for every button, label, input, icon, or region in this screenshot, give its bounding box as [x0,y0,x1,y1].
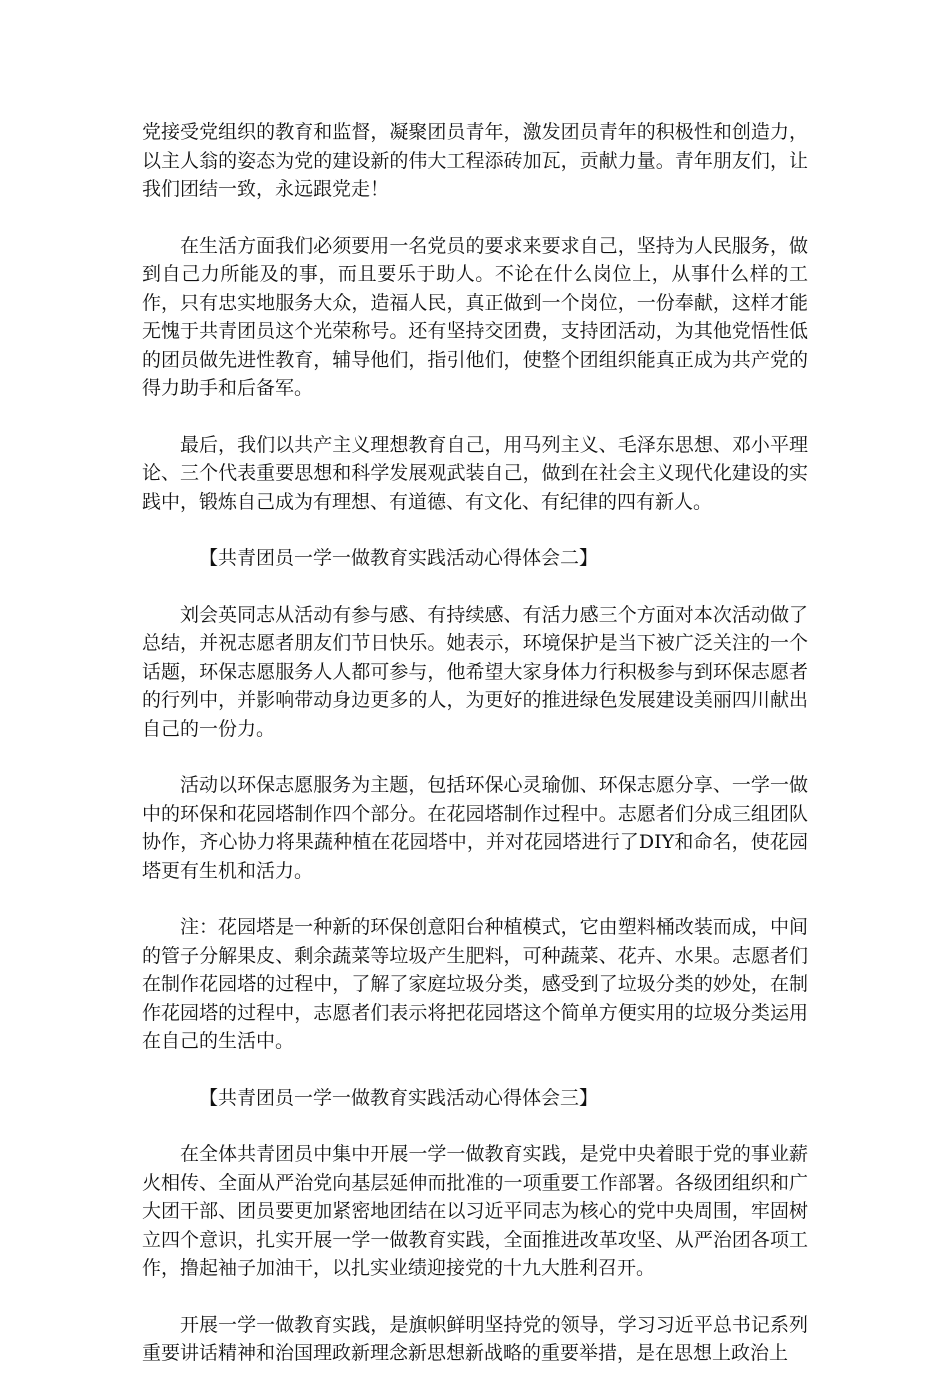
paragraph-2: 在生活方面我们必须要用一名党员的要求来要求自己，坚持为人民服务，做到自己力所能及的事，而且要乐于助人。不论在什么岗位上，从事什么样的工作，只有忠实地服务大众，造福人民，真正做到一个岗位，一份奉献，这样才能无愧于共青团员这个光荣称号。还有坚持交团费，支持团活动，为其他党悟性低的团员做先进性教育，辅导他们，指引他们，使整个团组织能真正成为共产党的得力助手和后备军。 [142,234,808,399]
paragraph-7: 在全体共青团员中集中开展一学一做教育实践，是党中央着眼于党的事业薪火相传、全面从严治党向基层延伸而批准的一项重要工作部署。各级团组织和广大团干部、团员要更加紧密地团结在以习近平同志为核心的党中央周围，牢固树立四个意识，扎实开展一学一做教育实践，全面推进改革攻坚、从严治团各项工作，撸起袖子加油干，以扎实业绩迎接党的十九大胜利召开。 [142,1143,808,1279]
section-heading-3: 【共青团员一学一做教育实践活动心得体会三】 [199,1086,599,1109]
paragraph-1: 党接受党组织的教育和监督，凝聚团员青年，激发团员青年的积极性和创造力，以主人翁的姿态为党的建设新的伟大工程添砖加瓦，贡献力量。青年朋友们，让我们团结一致，永远跟党走！ [142,121,808,200]
document-body [142,118,808,1396]
paragraph-8: 开展一学一做教育实践，是旗帜鲜明坚持党的领导，学习习近平总书记系列重要讲话精神和治国理政新理念新思想新战略的重要举措，是在思想上政治上 [142,1313,808,1364]
paragraph-6: 注：花园塔是一种新的环保创意阳台种植模式，它由塑料桶改装而成，中间的管子分解果皮、剩余蔬菜等垃圾产生肥料，可种蔬菜、花卉、水果。志愿者们在制作花园塔的过程中，了解了家庭垃圾分类，感受到了垃圾分类的妙处，在制作花园塔的过程中，志愿者们表示将把花园塔这个简单方便实用的垃圾分类运用在自己的生活中。 [142,916,808,1052]
section-heading-2: 【共青团员一学一做教育实践活动心得体会二】 [199,547,599,569]
paragraph-5: 活动以环保志愿服务为主题，包括环保心灵瑜伽、环保志愿分享、一学一做中的环保和花园塔制作四个部分。在花园塔制作过程中。志愿者们分成三组团队协作，齐心协力将果蔬种植在花园塔中，并对花园塔进行了DIY和命名，使花园塔更有生机和活力。 [142,774,808,882]
paragraph-4: 刘会英同志从活动有参与感、有持续感、有活力感三个方面对本次活动做了总结，并祝志愿者朋友们节日快乐。她表示，环境保护是当下被广泛关注的一个话题，环保志愿服务人人都可参与，他希望大家身体力行积极参与到环保志愿者的行列中，并影响带动身边更多的人，为更好的推进绿色发展建设美丽四川献出自己的一份力。 [142,603,808,740]
paragraph-3: 最后，我们以共产主义理想教育自己，用马列主义、毛泽东思想、邓小平理论、三个代表重要思想和科学发展观武装自己，做到在社会主义现代化建设的实践中，锻炼自己成为有理想、有道德、有文化、有纪律的四有新人。 [142,433,808,513]
